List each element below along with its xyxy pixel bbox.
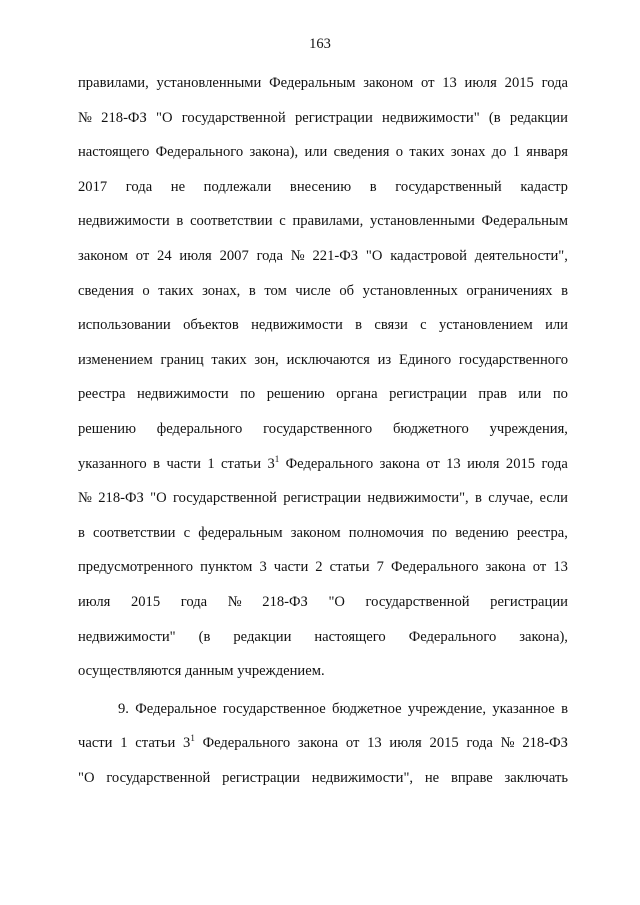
word: недвижимости": [78, 628, 176, 645]
word: статьи: [135, 735, 176, 752]
word: недвижимости": [382, 109, 480, 126]
word: (в: [198, 628, 211, 645]
word: 1: [512, 144, 520, 161]
word: учреждением.: [237, 663, 325, 680]
word: "О: [150, 490, 167, 507]
text-line: [78, 592, 568, 627]
word: июля: [78, 593, 111, 610]
word: регистрации: [222, 769, 300, 786]
word: года: [541, 455, 568, 472]
text-line: [78, 661, 568, 696]
word: государственной: [106, 769, 211, 786]
word: федеральным: [198, 524, 283, 541]
word: 7: [376, 559, 384, 576]
text-line: [78, 627, 568, 662]
word: 2007: [219, 247, 249, 264]
word: о: [142, 282, 150, 299]
word: данным: [184, 663, 234, 680]
word: закона),: [249, 144, 299, 161]
word: законом: [363, 75, 414, 91]
word: использовании: [78, 317, 171, 334]
word: 1: [120, 735, 128, 752]
text-line: [78, 699, 568, 734]
word: кадастровой: [390, 247, 467, 264]
text-line: [78, 108, 568, 143]
word: Федерального: [285, 455, 374, 472]
word: 9.: [118, 700, 129, 717]
word: 2015: [429, 735, 459, 752]
word: 13: [553, 559, 568, 576]
word: внесению: [289, 178, 352, 195]
word: 2015: [504, 75, 534, 91]
word: "О: [328, 593, 345, 610]
word: государственной: [181, 109, 286, 126]
word: "О: [156, 109, 173, 126]
word: с: [183, 524, 191, 541]
word: 2015: [130, 593, 161, 610]
word: января: [526, 144, 568, 161]
word: бюджетное: [332, 700, 402, 717]
text-line: [78, 488, 568, 523]
word: осуществляются: [78, 663, 182, 680]
word: 3: [259, 559, 267, 576]
word: 2017: [78, 178, 108, 195]
word: указанное: [492, 700, 555, 717]
word: решению: [266, 386, 325, 403]
word: деятельности",: [474, 247, 568, 264]
word: 2015: [505, 455, 536, 472]
word: "О: [78, 769, 95, 786]
word: "О: [365, 247, 383, 264]
word: 24: [157, 247, 172, 264]
word: установленных: [362, 282, 458, 299]
text-line: [78, 211, 568, 246]
word: части: [78, 735, 113, 752]
word: закона: [485, 559, 526, 576]
word: числе: [295, 282, 331, 299]
word: с: [279, 213, 286, 230]
word: полномочия: [348, 524, 424, 541]
word: реестра: [78, 386, 126, 403]
word: недвижимости",: [367, 490, 469, 507]
word: органа: [336, 386, 378, 403]
word: зон,: [254, 351, 279, 368]
word: с: [420, 317, 427, 334]
word: недвижимости: [136, 386, 229, 403]
word: регистрации: [283, 490, 362, 507]
word: Федеральное: [135, 700, 217, 717]
word: вправе: [450, 769, 493, 786]
word: изменением: [78, 351, 153, 368]
text-line: [78, 419, 568, 454]
text-line: [78, 281, 568, 316]
word: законом: [290, 524, 341, 541]
word: или: [545, 317, 568, 334]
text-line: [78, 350, 568, 385]
word: регистрации: [389, 386, 467, 403]
word: подлежали: [203, 178, 272, 195]
word: 13: [446, 455, 461, 472]
word: Федерального: [408, 628, 497, 645]
word: объектов: [183, 317, 239, 334]
word: $3^1$: [183, 733, 195, 752]
word: редакции: [509, 109, 568, 126]
text-line: [78, 177, 568, 212]
word: регистрации: [294, 109, 373, 126]
word: или: [304, 144, 328, 161]
word: года: [256, 247, 283, 264]
word: установлением: [439, 317, 533, 334]
word: бюджетного: [393, 420, 469, 437]
word: от: [135, 247, 150, 264]
word: 218-ФЗ: [98, 490, 144, 507]
word: ведению: [455, 524, 509, 541]
word: ограничениях: [466, 282, 553, 299]
word: №: [290, 247, 305, 264]
page-number: 163: [309, 36, 331, 52]
word: до: [491, 144, 507, 161]
word: июля: [464, 75, 497, 91]
word: в: [561, 700, 568, 717]
word: государственной: [365, 593, 470, 610]
word: 13: [442, 75, 457, 91]
word: по: [240, 386, 256, 403]
word: о: [395, 144, 404, 161]
word: соответствии: [190, 213, 273, 230]
word: от: [345, 735, 360, 752]
word: (в: [488, 109, 501, 126]
word: указанного: [78, 455, 147, 472]
word: статьи: [329, 559, 370, 576]
word: статьи: [221, 455, 262, 472]
text-line: [78, 246, 568, 281]
word: №: [78, 109, 92, 126]
text-line: [78, 557, 568, 592]
word: от: [420, 75, 435, 91]
word: установленными: [369, 213, 475, 230]
word: если: [539, 490, 568, 507]
word: части: [273, 559, 309, 576]
word: об: [339, 282, 355, 299]
word: границ: [160, 351, 204, 368]
word: сведения: [333, 144, 390, 161]
word: государственный: [395, 178, 502, 195]
word: не: [170, 178, 186, 195]
word: недвижимости",: [311, 769, 414, 786]
word: 221-ФЗ: [312, 247, 359, 264]
word: в: [78, 524, 85, 541]
word: июля: [467, 455, 500, 472]
word: 1: [207, 455, 215, 472]
word: года: [541, 75, 568, 91]
text-line: [78, 142, 568, 177]
word: части: [166, 455, 201, 472]
word: 13: [367, 735, 382, 752]
word: редакции: [233, 628, 292, 645]
word: не: [424, 769, 440, 786]
word: №: [500, 735, 515, 752]
word: №: [78, 490, 92, 507]
word: в: [561, 282, 568, 299]
word: том: [264, 282, 287, 299]
word: по: [552, 386, 568, 403]
word: регистрации: [490, 593, 568, 610]
word: 2: [315, 559, 323, 576]
word: Федеральным: [481, 213, 568, 230]
word: №: [227, 593, 242, 610]
word: Федеральным: [269, 75, 356, 91]
word: предусмотренного: [78, 559, 194, 576]
word: исключаются: [286, 351, 370, 368]
word: недвижимости: [78, 213, 170, 230]
word: закона: [379, 455, 420, 472]
word: закона: [297, 735, 339, 752]
word: пунктом: [200, 559, 253, 576]
word: июля: [179, 247, 212, 264]
word: таких: [158, 282, 194, 299]
word: реестра,: [516, 524, 568, 541]
text-line: [78, 73, 568, 108]
word: в: [176, 213, 184, 230]
word: недвижимости: [251, 317, 343, 334]
word: Федерального: [202, 735, 291, 752]
word: государственное: [222, 700, 326, 717]
word: правилами,: [292, 213, 364, 230]
word: закона),: [519, 628, 568, 645]
word: 218-ФЗ: [262, 593, 308, 610]
word: сведения: [78, 282, 134, 299]
word: правилами,: [78, 75, 149, 91]
word: года: [466, 735, 493, 752]
word: таких: [409, 144, 445, 161]
word: в: [248, 282, 256, 299]
word: установленными: [156, 75, 262, 91]
word: 218-ФЗ: [101, 109, 147, 126]
word: таких: [211, 351, 247, 368]
word: по: [431, 524, 448, 541]
word: настоящего: [78, 144, 150, 161]
word: Федерального: [155, 144, 244, 161]
word: государственной: [172, 490, 277, 507]
word: или: [518, 386, 542, 403]
word: в: [355, 317, 363, 334]
word: от: [532, 559, 547, 576]
word: соответствии: [93, 524, 176, 541]
word: 218-ФЗ: [522, 735, 568, 752]
word: в: [475, 490, 482, 507]
word: государственного: [458, 351, 568, 368]
text-line: [78, 384, 568, 419]
word: заключать: [504, 769, 568, 786]
word: в: [153, 455, 161, 472]
word: года: [125, 178, 153, 195]
word: Федерального: [390, 559, 479, 576]
word: в: [369, 178, 377, 195]
text-line: [78, 523, 568, 558]
word: зонах,: [202, 282, 241, 299]
word: Единого: [398, 351, 452, 368]
word: зонах: [450, 144, 486, 161]
word: учреждение,: [407, 700, 487, 717]
word: кадастр: [520, 178, 568, 195]
text-line: [78, 315, 568, 350]
word: связи: [374, 317, 408, 334]
word: из: [377, 351, 392, 368]
body-text: [78, 73, 568, 802]
word: от: [426, 455, 440, 472]
word: прав: [478, 386, 507, 403]
word: $3^1$: [267, 453, 280, 472]
word: государственного: [263, 420, 373, 437]
word: законом: [78, 247, 128, 264]
text-line: [78, 733, 568, 768]
word: решению: [78, 420, 137, 437]
word: настоящего: [314, 628, 386, 645]
word: федерального: [156, 420, 243, 437]
text-line: [78, 454, 568, 489]
word: июля: [389, 735, 422, 752]
word: года: [180, 593, 208, 610]
word: учреждения,: [489, 420, 568, 437]
text-line: [78, 768, 568, 803]
word: случае,: [488, 490, 534, 507]
